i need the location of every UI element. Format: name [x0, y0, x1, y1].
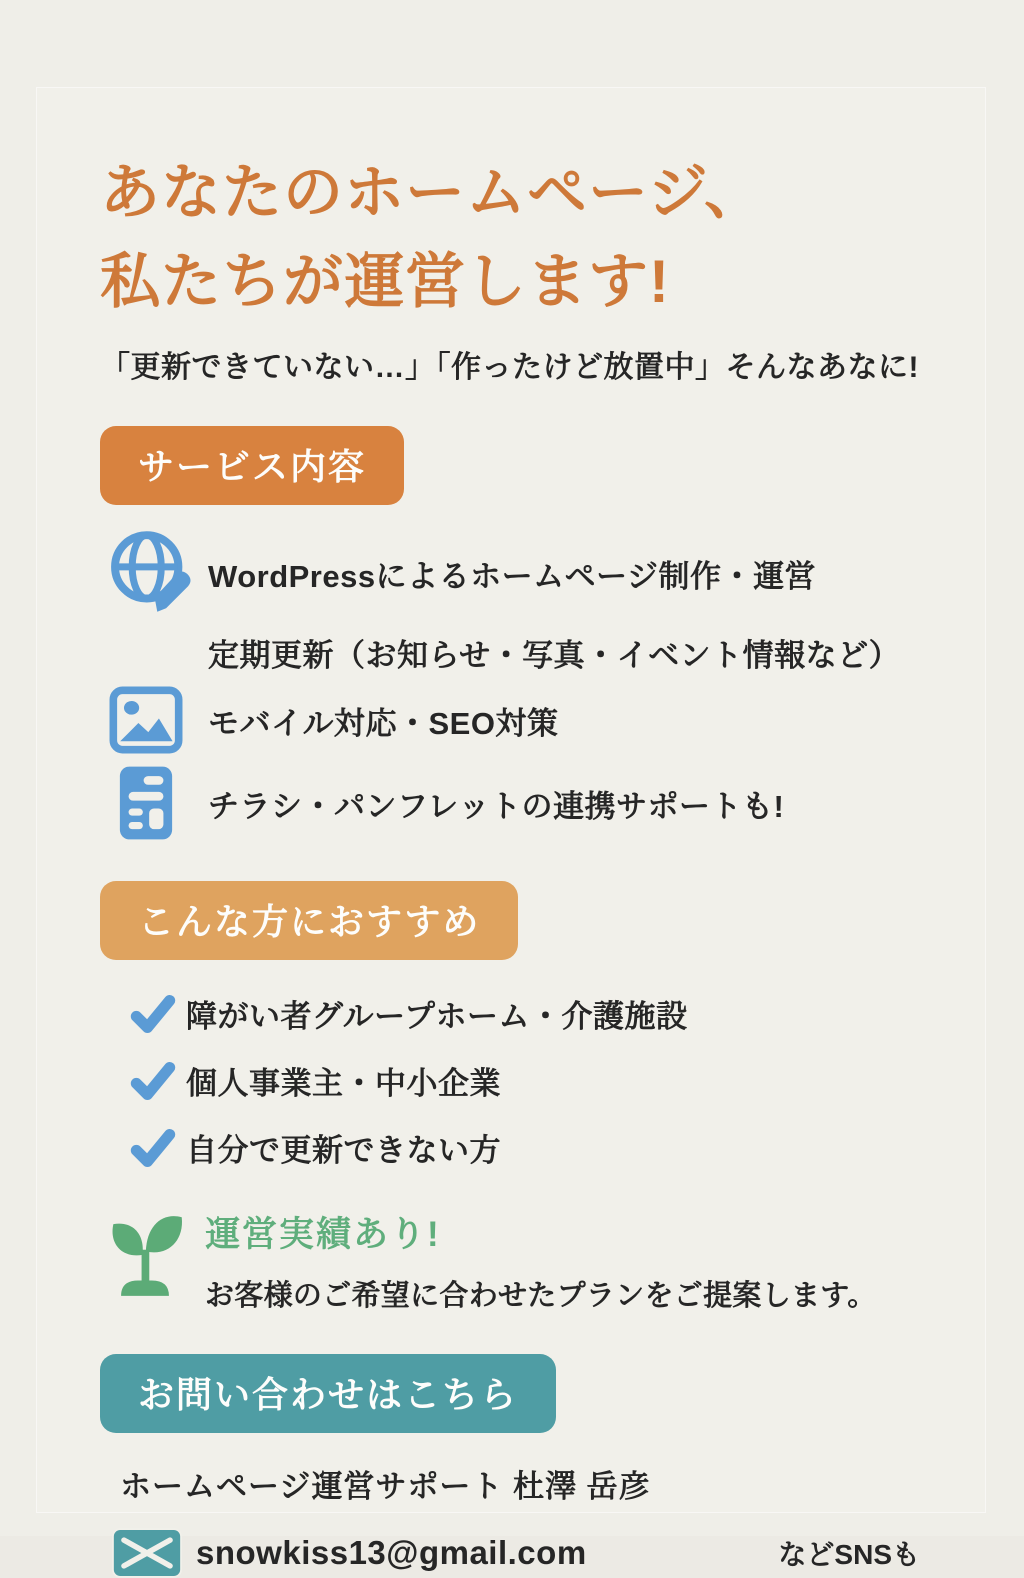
- contact-provider: ホームページ運営サポート 杜澤 岳彦: [120, 1469, 651, 1504]
- service-item-label: 定期更新（お知らせ・写真・イベント情報など）: [208, 637, 901, 673]
- contact-badge: お問い合わせはこちら: [100, 1354, 556, 1433]
- check-icon: [100, 1128, 186, 1168]
- recommend-item-label: 自分で更新できない方: [186, 1133, 501, 1168]
- recommend-item: [100, 1047, 930, 1114]
- page-title: [100, 148, 930, 326]
- service-item: [100, 765, 930, 841]
- track-record-title: 運営実績あり!: [205, 1215, 441, 1254]
- service-list: [100, 527, 930, 841]
- recommend-badge: こんな方におすすめ: [100, 881, 518, 960]
- services-badge: サービス内容: [100, 426, 404, 505]
- image-icon: [100, 685, 208, 755]
- service-item-label: モバイル対応・SEO対策: [208, 705, 559, 741]
- recommend-item-label: 個人事業主・中小企業: [186, 1066, 501, 1101]
- check-icon: [100, 994, 186, 1034]
- recommend-item: [100, 980, 930, 1047]
- track-record-texts: [205, 1207, 877, 1314]
- service-item-label: チラシ・パンフレットの連携サポートも!: [208, 788, 785, 824]
- flyer-content: [100, 148, 930, 1578]
- headline-line-1: あなたのホームページ、: [100, 159, 765, 226]
- recommend-list: [100, 980, 930, 1181]
- service-item-label: WordPressによるホームページ制作・運営: [208, 558, 816, 594]
- service-item: [100, 619, 930, 685]
- headline-line-2: 私たちが運営します!: [100, 248, 670, 315]
- service-item: [100, 527, 930, 619]
- check-icon: [100, 1061, 186, 1101]
- sprout-icon: [100, 1207, 205, 1314]
- email-address[interactable]: snowkiss13@gmail.com: [196, 1534, 587, 1571]
- sns-note: などSNSも: [778, 1539, 920, 1570]
- track-record: [100, 1207, 930, 1314]
- recommend-item-label: 障がい者グループホーム・介護施設: [186, 999, 688, 1034]
- service-item: [100, 685, 930, 755]
- flyer-list-icon: [100, 765, 208, 841]
- track-record-description: お客様のご希望に合わせたプランをご提案します。: [205, 1280, 877, 1312]
- recommend-item: [100, 1114, 930, 1181]
- globe-pencil-icon: [100, 527, 208, 619]
- subheadline: 「更新できていない…」「作ったけど放置中」そんなあなに!: [100, 351, 919, 384]
